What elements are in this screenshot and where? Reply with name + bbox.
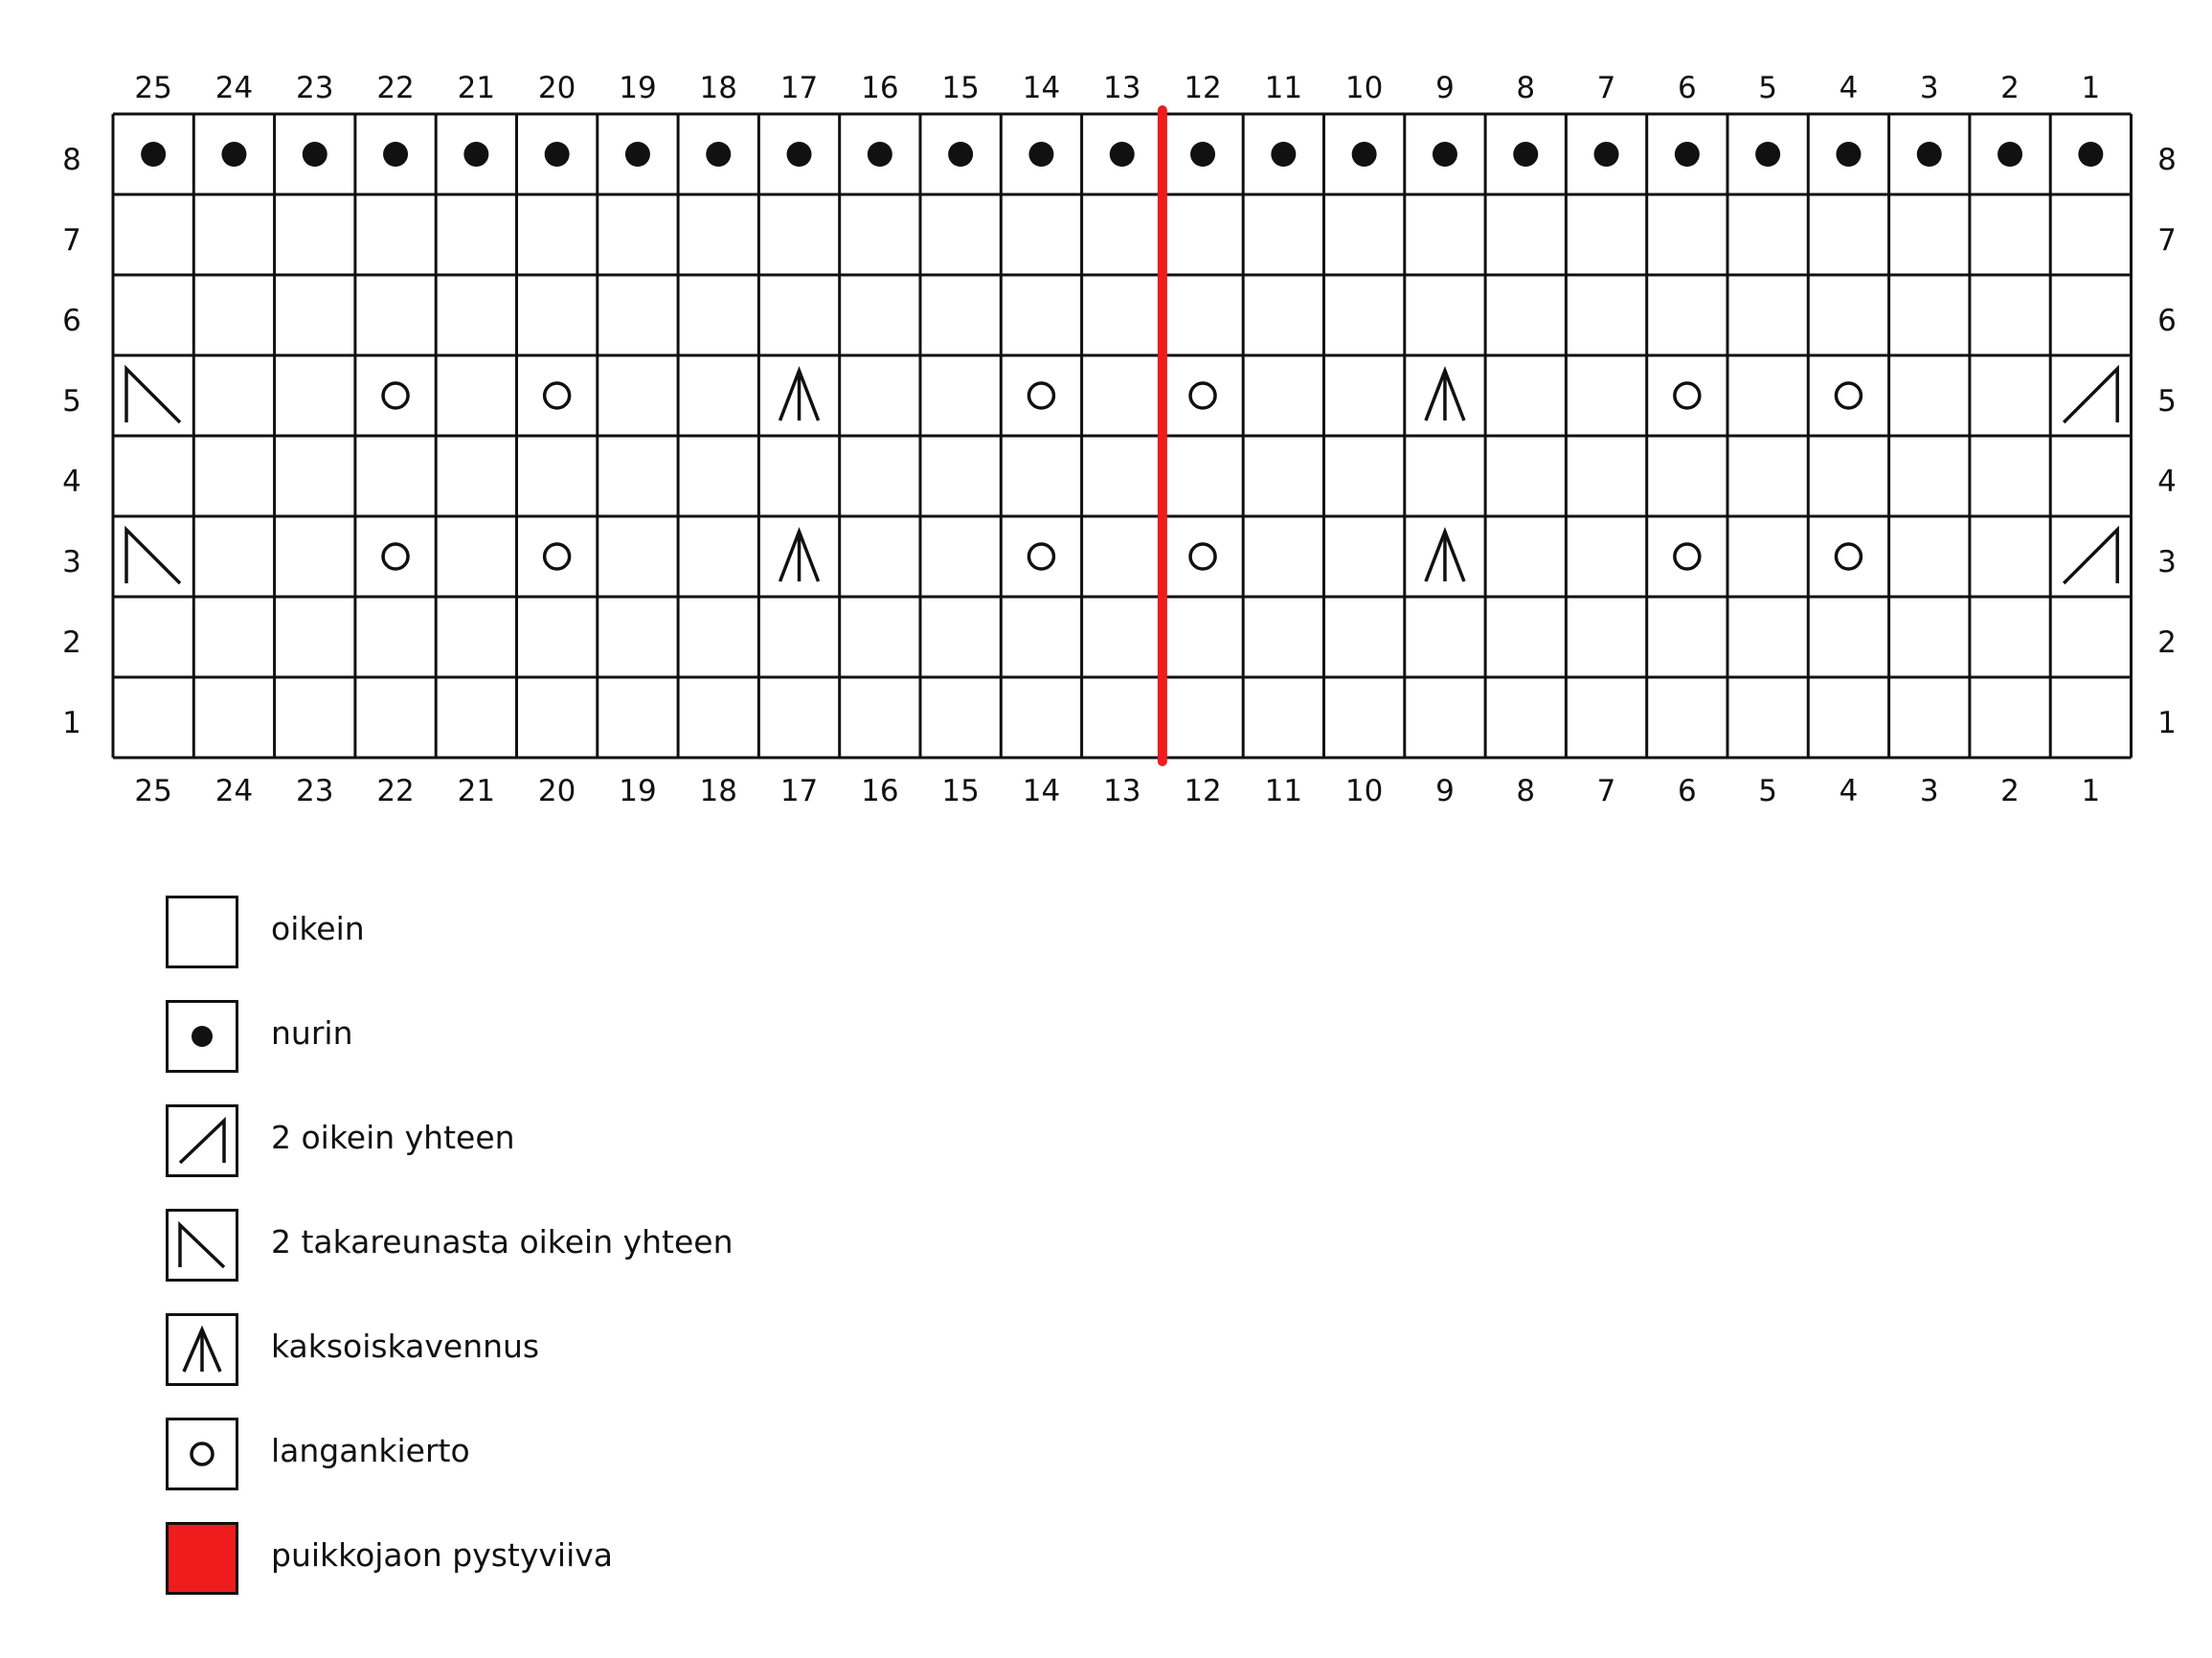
legend-item-ssk (166, 1209, 1027, 1281)
purl-stitch (1675, 142, 1700, 167)
column-label-bottom: 10 (1344, 774, 1384, 808)
purl-stitch (1433, 142, 1457, 167)
purl-stitch (1755, 142, 1780, 167)
column-label-bottom: 18 (699, 774, 737, 808)
purl-stitch (1594, 142, 1619, 167)
legend-item-yo (166, 1418, 1027, 1489)
column-label-top: 4 (1839, 71, 1859, 105)
purl-stitch (706, 142, 731, 167)
column-label-top: 5 (1758, 71, 1778, 105)
row-label-right: 2 (2157, 625, 2177, 660)
purl-stitch (1998, 142, 2022, 167)
row-label-left: 4 (62, 465, 81, 499)
column-label-top: 19 (619, 71, 657, 105)
purl-stitch (1917, 142, 1942, 167)
column-label-top: 23 (296, 71, 334, 105)
legend-item-k2tog (166, 1104, 1027, 1176)
yarn-over-stitch (1028, 544, 1053, 569)
column-label-top: 13 (1103, 71, 1141, 105)
column-label-top: 8 (1516, 71, 1536, 105)
legend-item-knit (166, 896, 1027, 967)
column-label-bottom: 15 (941, 774, 980, 808)
column-label-bottom: 5 (1758, 774, 1778, 808)
column-label-bottom: 12 (1184, 774, 1222, 808)
row-label-right: 1 (2157, 706, 2177, 740)
column-label-bottom: 24 (214, 774, 254, 808)
ssk-stitch (126, 530, 180, 583)
column-label-bottom: 22 (376, 774, 415, 808)
purl-stitch (383, 142, 408, 167)
column-label-bottom: 4 (1839, 774, 1859, 808)
column-label-bottom: 13 (1103, 774, 1141, 808)
yarn-over-stitch (383, 544, 408, 569)
purl-symbol-icon (166, 1000, 238, 1073)
row-label-left: 3 (62, 545, 81, 579)
column-label-bottom: 14 (1022, 774, 1061, 808)
double-decrease-symbol-icon (166, 1313, 238, 1386)
row-label-right: 6 (2157, 304, 2177, 338)
column-label-top: 2 (2000, 71, 2020, 105)
row-label-left: 1 (62, 706, 81, 740)
column-label-top: 24 (214, 71, 254, 105)
column-label-top: 25 (134, 71, 172, 105)
needle-divider-swatch-icon (166, 1522, 238, 1595)
ssk-stitch (126, 369, 180, 422)
column-label-bottom: 2 (2000, 774, 2020, 808)
yarn-over-stitch (1190, 544, 1215, 569)
yarn-over-stitch (1190, 383, 1215, 408)
knit-symbol-icon (166, 896, 238, 968)
column-label-top: 16 (861, 71, 899, 105)
legend-item-dd (166, 1313, 1027, 1385)
purl-stitch (1836, 142, 1861, 167)
legend-label-knit: oikein (271, 910, 365, 947)
yarn-over-stitch (545, 383, 570, 408)
k2tog-stitch (2064, 369, 2117, 422)
column-label-top: 20 (537, 71, 576, 105)
yarn-over-stitch (383, 383, 408, 408)
yarn-over-stitch (545, 544, 570, 569)
purl-stitch (463, 142, 488, 167)
purl-stitch (1028, 142, 1053, 167)
purl-stitch (948, 142, 973, 167)
column-label-bottom: 20 (537, 774, 576, 808)
row-label-left: 7 (62, 223, 81, 258)
column-label-bottom: 21 (457, 774, 496, 808)
row-label-right: 4 (2157, 465, 2177, 499)
purl-stitch (141, 142, 166, 167)
legend-item-purl (166, 1000, 1027, 1072)
column-label-top: 1 (2081, 71, 2101, 105)
row-label-left: 8 (62, 143, 81, 177)
purl-stitch (625, 142, 650, 167)
column-label-top: 9 (1435, 71, 1455, 105)
row-label-right: 8 (2157, 143, 2177, 177)
column-label-top: 7 (1596, 71, 1616, 105)
legend-label-divider: puikkojaon pystyviiva (271, 1536, 614, 1574)
column-label-top: 11 (1264, 71, 1303, 105)
row-label-left: 5 (62, 384, 81, 419)
column-label-top: 3 (1919, 71, 1939, 105)
column-label-top: 22 (376, 71, 415, 105)
purl-stitch (303, 142, 327, 167)
column-label-top: 14 (1022, 71, 1061, 105)
purl-stitch (2078, 142, 2103, 167)
legend-label-ssk: 2 takareunasta oikein yhteen (271, 1223, 734, 1261)
row-label-right: 7 (2157, 223, 2177, 258)
column-label-bottom: 23 (296, 774, 334, 808)
legend-label-k2tog: 2 oikein yhteen (271, 1119, 515, 1156)
yarn-over-symbol-icon (166, 1418, 238, 1490)
legend-label-purl: nurin (271, 1014, 353, 1052)
purl-stitch (545, 142, 570, 167)
column-label-top: 21 (457, 71, 496, 105)
column-label-bottom: 11 (1264, 774, 1303, 808)
purl-stitch (1352, 142, 1377, 167)
purl-stitch (1110, 142, 1135, 167)
column-label-top: 18 (699, 71, 737, 105)
purl-stitch (1190, 142, 1215, 167)
yarn-over-stitch (1836, 383, 1861, 408)
yarn-over-stitch (1836, 544, 1861, 569)
legend-label-yo: langankierto (271, 1432, 470, 1469)
legend-label-dd: kaksoiskavennus (271, 1328, 540, 1365)
purl-stitch (787, 142, 812, 167)
legend-item-divider (166, 1522, 1027, 1594)
column-label-top: 12 (1184, 71, 1222, 105)
row-label-left: 6 (62, 304, 81, 338)
k2tog-symbol-icon (166, 1104, 238, 1177)
row-label-left: 2 (62, 625, 81, 660)
column-label-bottom: 6 (1677, 774, 1697, 808)
column-label-top: 15 (941, 71, 980, 105)
column-label-bottom: 19 (619, 774, 657, 808)
yarn-over-stitch (1675, 383, 1700, 408)
column-label-top: 6 (1677, 71, 1697, 105)
row-label-right: 5 (2157, 384, 2177, 419)
purl-stitch (1513, 142, 1538, 167)
k2tog-stitch (2064, 530, 2117, 583)
column-label-bottom: 17 (779, 774, 819, 808)
column-label-top: 10 (1344, 71, 1384, 105)
purl-stitch (1271, 142, 1296, 167)
purl-stitch (221, 142, 246, 167)
ssk-symbol-icon (166, 1209, 238, 1282)
column-label-bottom: 1 (2081, 774, 2101, 808)
column-label-bottom: 9 (1435, 774, 1455, 808)
column-label-bottom: 3 (1919, 774, 1939, 808)
column-label-top: 17 (779, 71, 819, 105)
column-label-bottom: 16 (861, 774, 899, 808)
row-label-right: 3 (2157, 545, 2177, 579)
column-label-bottom: 25 (134, 774, 172, 808)
yarn-over-stitch (1675, 544, 1700, 569)
column-label-bottom: 8 (1516, 774, 1536, 808)
purl-stitch (868, 142, 892, 167)
yarn-over-stitch (1028, 383, 1053, 408)
column-label-bottom: 7 (1596, 774, 1616, 808)
